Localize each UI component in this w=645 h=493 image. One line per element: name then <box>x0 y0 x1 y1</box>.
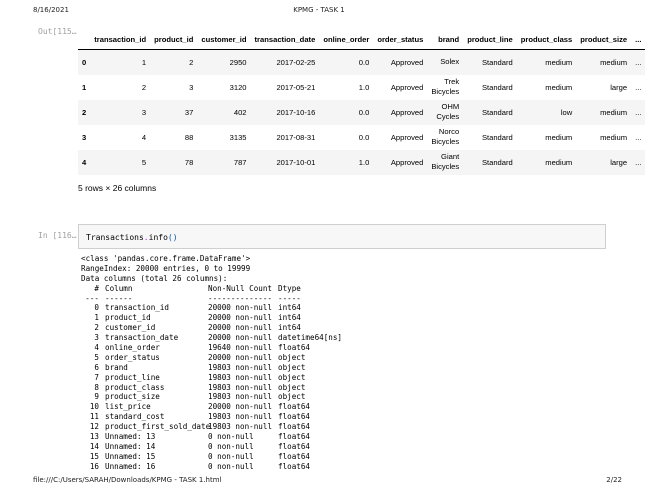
table-cell: 2017-08-31 <box>276 132 316 142</box>
index-header-cell <box>78 29 90 50</box>
info-row <box>81 313 348 323</box>
table-cell: 2 <box>141 82 147 92</box>
table-cell: ... <box>635 132 642 142</box>
info-row <box>81 383 348 393</box>
print-header-title: KPMG - TASK 1 <box>293 6 345 14</box>
table-cell: 2017-10-16 <box>276 107 316 117</box>
table-cell: ... <box>635 82 642 92</box>
info-row <box>81 412 348 422</box>
column-number: 6 <box>94 362 99 372</box>
print-footer-page-number: 2/22 <box>606 476 622 484</box>
non-null-count: 19803 non-null <box>208 372 273 382</box>
code-cell-input[interactable] <box>78 224 606 249</box>
column-name: transaction_date <box>105 333 179 343</box>
row-index: 0 <box>82 57 87 67</box>
dtype: object <box>278 362 306 372</box>
table-cell: 1.0 <box>358 82 370 92</box>
column-name: product_class <box>105 382 165 392</box>
table-cell: ... <box>635 157 642 167</box>
info-header-row <box>81 284 348 294</box>
dtype: float64 <box>278 343 311 353</box>
table-cell: Approved <box>390 132 424 142</box>
column-number: 0 <box>94 303 99 313</box>
table-cell: Standard <box>481 132 513 142</box>
table-cell: 0.0 <box>358 57 370 67</box>
row-index: 2 <box>82 107 87 117</box>
table-cell: 0.0 <box>358 132 370 142</box>
dtype: object <box>278 352 306 362</box>
info-row <box>81 442 348 452</box>
dtype: float64 <box>278 412 311 422</box>
column-number: 15 <box>89 451 99 461</box>
table-cell: 88 <box>184 132 194 142</box>
column-name: product_line <box>105 372 160 382</box>
table-row <box>78 100 645 125</box>
column-number: 4 <box>94 343 99 353</box>
column-header: product_id <box>150 29 197 50</box>
dataframe-shape-note: 5 rows × 26 columns <box>78 183 157 193</box>
non-null-count: 20000 non-null <box>208 303 273 313</box>
table-cell: 2017-10-01 <box>276 157 316 167</box>
table-cell: large <box>610 82 628 92</box>
table-cell: 5 <box>141 157 147 167</box>
non-null-count: 20000 non-null <box>208 402 273 412</box>
dtype: Dtype <box>278 283 301 293</box>
dtype: object <box>278 382 306 392</box>
non-null-count: 20000 non-null <box>208 333 273 343</box>
column-number: 14 <box>89 441 99 451</box>
table-cell: 402 <box>233 107 247 117</box>
column-number: 11 <box>89 412 99 422</box>
out-prompt: Out[115… <box>38 27 77 36</box>
column-header: transaction_date <box>251 29 320 50</box>
table-cell: Standard <box>481 107 513 117</box>
dtype: float64 <box>278 461 311 471</box>
table-cell: 2017-05-21 <box>276 82 316 92</box>
table-cell: Solex <box>440 57 460 67</box>
column-name: Unnamed: 15 <box>105 451 156 461</box>
table-row <box>78 125 645 150</box>
column-name: product_size <box>105 392 160 402</box>
column-name: brand <box>105 362 128 372</box>
info-row <box>81 303 348 313</box>
row-index: 1 <box>82 82 87 92</box>
column-name: ------ <box>105 293 133 303</box>
table-cell: 4 <box>141 132 147 142</box>
column-number: 5 <box>94 352 99 362</box>
table-cell: medium <box>545 57 573 67</box>
dataframe-table <box>78 29 645 175</box>
info-row <box>81 402 348 412</box>
non-null-count: 19803 non-null <box>208 412 273 422</box>
info-row <box>81 323 348 333</box>
dtype: int64 <box>278 303 301 313</box>
column-name: list_price <box>105 402 151 412</box>
table-cell: 3120 <box>229 82 247 92</box>
column-number: 16 <box>89 461 99 471</box>
column-header: brand <box>427 29 463 50</box>
table-cell: large <box>610 157 628 167</box>
table-cell: Approved <box>390 107 424 117</box>
column-header: product_size <box>576 29 631 50</box>
dataframe-body <box>78 50 645 175</box>
row-index: 3 <box>82 132 87 142</box>
table-cell: 3 <box>141 107 147 117</box>
table-cell: Approved <box>390 57 424 67</box>
column-number: 1 <box>94 313 99 323</box>
column-header: customer_id <box>197 29 250 50</box>
table-cell: Standard <box>481 82 513 92</box>
column-name: Unnamed: 13 <box>105 432 156 442</box>
dtype: float64 <box>278 432 311 442</box>
column-name: standard_cost <box>105 412 165 422</box>
code-parentheses: () <box>167 233 178 242</box>
column-number: 13 <box>89 432 99 442</box>
non-null-count: Non-Null Count <box>208 283 273 293</box>
column-number: 7 <box>94 372 99 382</box>
info-row <box>81 432 348 442</box>
table-cell: Trek Bicycles <box>431 77 460 96</box>
column-name: product_first_sold_date <box>105 422 211 432</box>
column-name: Unnamed: 16 <box>105 461 156 471</box>
info-output <box>81 254 348 472</box>
dtype: float64 <box>278 422 311 432</box>
column-header: order_status <box>373 29 427 50</box>
non-null-count: 20000 non-null <box>208 313 273 323</box>
non-null-count: 0 non-null <box>208 461 254 471</box>
non-null-count: 19803 non-null <box>208 392 273 402</box>
table-cell: Standard <box>481 157 513 167</box>
non-null-count: -------------- <box>208 293 273 303</box>
table-cell: Giant Bicycles <box>431 152 460 171</box>
table-cell: 787 <box>233 157 247 167</box>
table-cell: medium <box>600 107 628 117</box>
table-cell: medium <box>600 132 628 142</box>
output-line: Data columns (total 26 columns): <box>81 273 228 283</box>
info-row <box>81 462 348 472</box>
dtype: float64 <box>278 441 311 451</box>
column-number: 10 <box>89 402 99 412</box>
info-separator-row <box>81 294 348 304</box>
dtype: object <box>278 372 306 382</box>
info-row <box>81 333 348 343</box>
table-cell: 37 <box>184 107 194 117</box>
dtype: int64 <box>278 313 301 323</box>
table-cell: low <box>560 107 573 117</box>
table-cell: medium <box>600 57 628 67</box>
non-null-count: 19803 non-null <box>208 362 273 372</box>
table-cell: 1 <box>141 57 147 67</box>
column-number: --- <box>85 293 99 303</box>
table-cell: 0.0 <box>358 107 370 117</box>
column-header: ... <box>631 29 645 50</box>
non-null-count: 20000 non-null <box>208 323 273 333</box>
table-cell: 1.0 <box>358 157 370 167</box>
non-null-count: 20000 non-null <box>208 352 273 362</box>
dtype: object <box>278 392 306 402</box>
column-name: Column <box>105 283 133 293</box>
dtype: float64 <box>278 402 311 412</box>
table-cell: ... <box>635 107 642 117</box>
column-name: order_status <box>105 352 160 362</box>
table-cell: Approved <box>390 82 424 92</box>
column-name: online_order <box>105 343 160 353</box>
print-footer-path: file:///C:/Users/SARAH/Downloads/KPMG - TASK 1.html <box>33 476 222 484</box>
output-line: <class 'pandas.core.frame.DataFrame'> <box>81 254 251 263</box>
table-cell: medium <box>545 157 573 167</box>
table-cell: medium <box>545 82 573 92</box>
table-row <box>78 150 645 175</box>
in-prompt: In [116… <box>38 231 77 240</box>
non-null-count: 0 non-null <box>208 432 254 442</box>
column-header: online_order <box>319 29 373 50</box>
print-header-date: 8/16/2021 <box>33 6 69 14</box>
column-number: 2 <box>94 323 99 333</box>
dtype: float64 <box>278 451 311 461</box>
column-name: transaction_id <box>105 303 170 313</box>
column-header: product_line <box>463 29 517 50</box>
info-row <box>81 373 348 383</box>
row-index: 4 <box>82 157 87 167</box>
dtype: datetime64[ns] <box>278 333 343 343</box>
column-name: customer_id <box>105 323 156 333</box>
table-cell: Norco Bicycles <box>431 127 460 146</box>
code-dot-operator: . <box>143 233 149 242</box>
table-cell: 2950 <box>229 57 247 67</box>
info-row <box>81 343 348 353</box>
column-header: product_class <box>517 29 577 50</box>
output-line: RangeIndex: 20000 entries, 0 to 19999 <box>81 263 251 273</box>
column-header: transaction_id <box>90 29 150 50</box>
table-cell: 2 <box>189 57 194 67</box>
table-cell: 2017-02-25 <box>276 57 316 67</box>
column-number: 12 <box>89 422 99 432</box>
info-row <box>81 452 348 462</box>
table-cell: ... <box>635 57 642 67</box>
info-row <box>81 353 348 363</box>
non-null-count: 19803 non-null <box>208 382 273 392</box>
info-row <box>81 422 348 432</box>
table-cell: Approved <box>390 157 424 167</box>
non-null-count: 19803 non-null <box>208 422 273 432</box>
table-cell: medium <box>545 132 573 142</box>
table-cell: 3 <box>189 82 194 92</box>
code-method-name: info <box>148 233 168 242</box>
table-cell: OHM Cycles <box>436 102 460 121</box>
column-number: # <box>94 283 99 293</box>
non-null-count: 19640 non-null <box>208 343 273 353</box>
dataframe-header-row <box>78 29 645 50</box>
info-row <box>81 363 348 373</box>
info-row <box>81 392 348 402</box>
table-cell: 3135 <box>229 132 247 142</box>
non-null-count: 0 non-null <box>208 451 254 461</box>
code-object-name: Transactions <box>86 233 144 242</box>
column-name: product_id <box>105 313 151 323</box>
table-cell: 78 <box>184 157 194 167</box>
dtype: ----- <box>278 293 301 303</box>
table-row <box>78 50 645 75</box>
dtype: int64 <box>278 323 301 333</box>
table-row <box>78 75 645 100</box>
column-number: 3 <box>94 333 99 343</box>
table-cell: Standard <box>481 57 513 67</box>
column-number: 9 <box>94 392 99 402</box>
column-number: 8 <box>94 382 99 392</box>
non-null-count: 0 non-null <box>208 441 254 451</box>
column-name: Unnamed: 14 <box>105 441 156 451</box>
